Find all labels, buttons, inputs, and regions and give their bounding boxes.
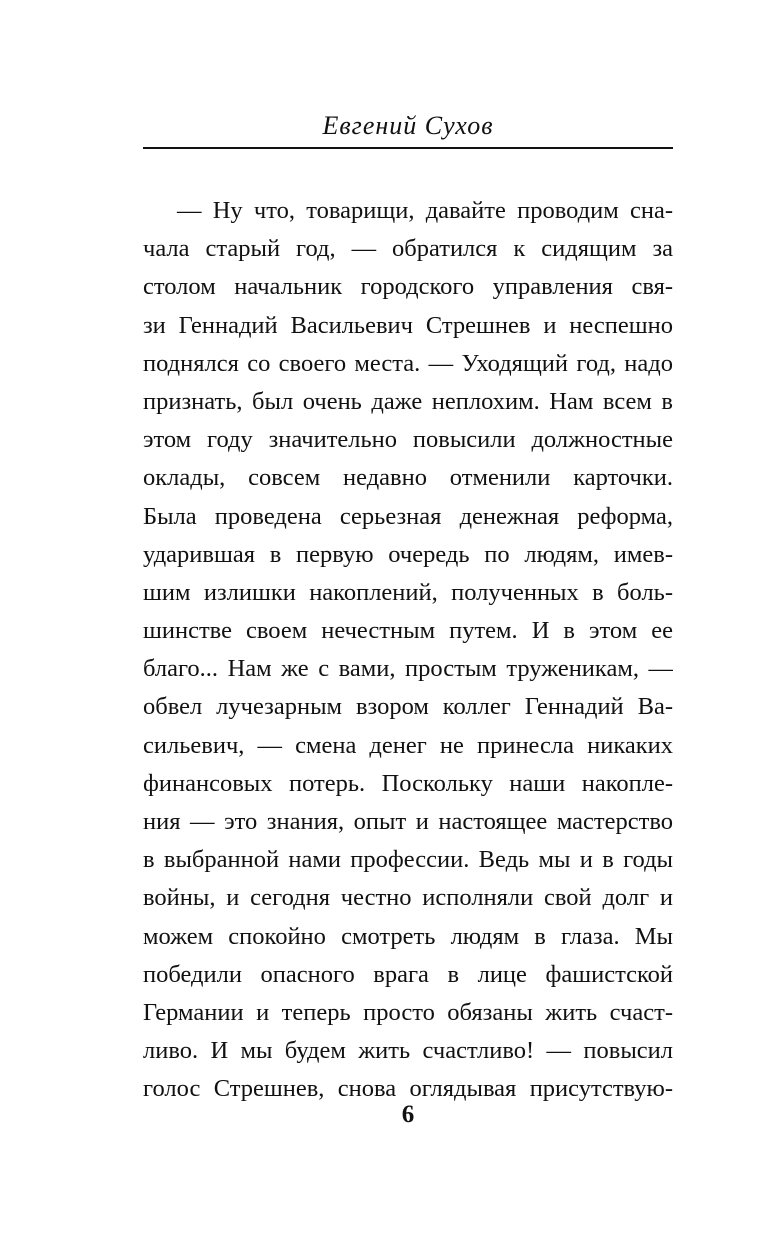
text-line: поднялся со своего места. — Уходящий год, надо: [143, 349, 673, 377]
running-title: Евгений Сухов: [322, 111, 494, 140]
text-line: войны, и сегодня честно исполняли свой долг и: [143, 884, 673, 912]
header-rule: [143, 147, 673, 149]
text-line: зи Геннадий Васильевич Стрешнев и неспешно: [143, 311, 673, 339]
text-line: финансовых потерь. Поскольку наши накопле-: [143, 769, 673, 797]
text-line: в выбранной нами профессии. Ведь мы и в годы: [143, 846, 673, 874]
text-line: Была проведена серьезная денежная реформа,: [143, 502, 673, 530]
text-line: победили опасного врага в лице фашистской: [143, 960, 673, 988]
text-line: голос Стрешнев, снова оглядывая присутствую-: [143, 1075, 673, 1103]
text-line: оклады, совсем недавно отменили карточки.: [143, 464, 673, 492]
page-number: 6: [401, 1101, 415, 1128]
text-line: чала старый год, — обратился к сидящим за: [143, 235, 673, 263]
text-line: ливо. И мы будем жить счастливо! — повысил: [143, 1037, 673, 1065]
text-line: ния — это знания, опыт и настоящее мастерство: [143, 808, 673, 835]
text-line: обвел лучезарным взором коллег Геннадий Ва-: [143, 693, 673, 721]
body-text: [143, 192, 673, 1109]
text-line: Германии и теперь просто обязаны жить счаст-: [143, 998, 673, 1026]
text-line: признать, был очень даже неплохим. Нам всем в: [143, 387, 673, 415]
text-line: сильевич, — смена денег не принесла никаких: [143, 731, 673, 759]
text-line: шим излишки накоплений, полученных в боль-: [143, 578, 673, 606]
text-line: ударившая в первую очередь по людям, имев-: [143, 540, 673, 568]
text-line: этом году значительно повысили должностные: [143, 426, 673, 454]
text-line: благо... Нам же с вами, простым труженикам, —: [143, 655, 673, 683]
page-header: [143, 110, 673, 150]
text-line: шинстве своем нечестным путем. И в этом ее: [143, 617, 673, 645]
text-line: столом начальник городского управления свя-: [143, 273, 673, 301]
text-line: — Ну что, товарищи, давайте проводим сна-: [177, 197, 673, 224]
text-line: можем спокойно смотреть людям в глаза. Мы: [143, 922, 673, 950]
